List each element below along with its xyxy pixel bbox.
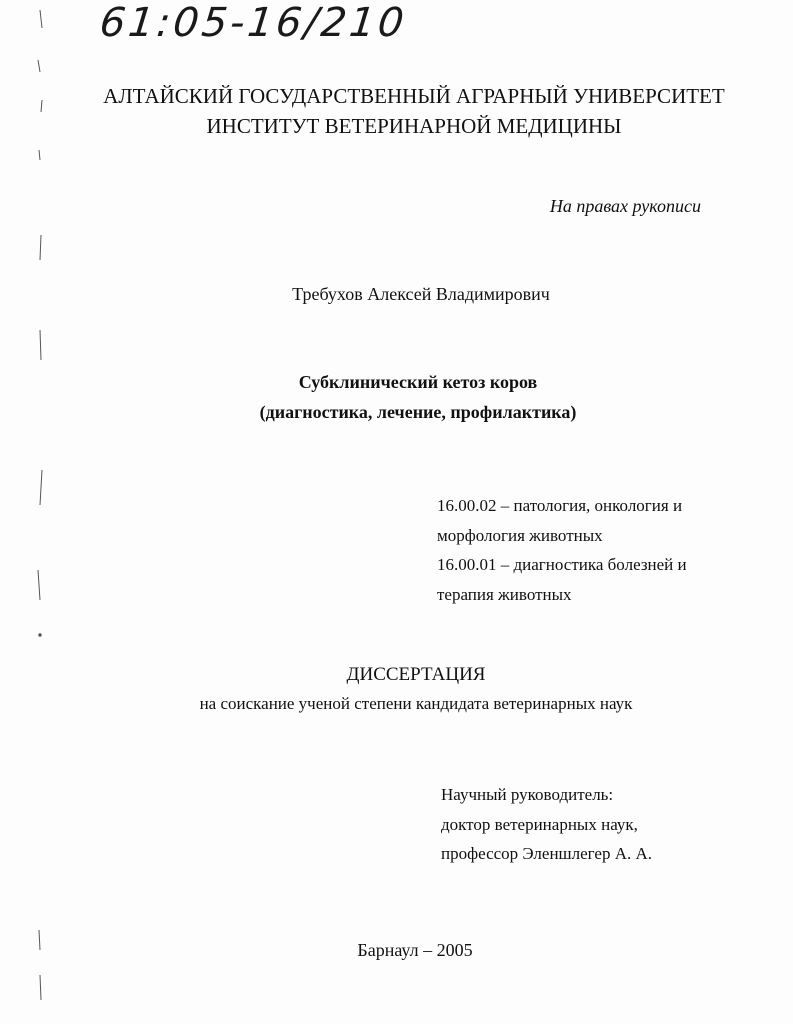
specialty-line: морфология животных: [437, 525, 603, 545]
dissertation-subtitle: (диагностика, лечение, профилактика): [259, 402, 577, 422]
supervisor-line: Научный руководитель:: [441, 785, 614, 804]
institute-name: ИНСТИТУТ ВЕТЕРИНАРНОЙ МЕДИЦИНЫ: [206, 114, 622, 138]
dissertation-title: Субклинический кетоз коров: [298, 372, 538, 392]
specialty-line: 16.00.01 – диагностика болезней и: [437, 555, 687, 574]
document-type-label: ДИССЕРТАЦИЯ: [346, 664, 486, 685]
city-year: Барнаул – 2005: [357, 940, 473, 960]
manuscript-note: На правах рукописи: [549, 196, 701, 216]
specialty-codes: [437, 491, 687, 609]
archive-number: 61:05-16/210: [97, 0, 409, 46]
supervisor-line: доктор ветеринарных наук,: [441, 814, 638, 834]
author-name: Требухов Алексей Владимирович: [292, 284, 550, 304]
specialty-line: 16.00.02 – патология, онкология и: [437, 496, 683, 515]
supervisor-line: профессор Эленшлегер А. А.: [441, 844, 653, 863]
specialty-line: терапия животных: [437, 584, 572, 604]
supervisor-block: [441, 780, 652, 869]
degree-statement: на соискание ученой степени кандидата ветеринарных наук: [199, 694, 633, 713]
university-name: АЛТАЙСКИЙ ГОСУДАРСТВЕННЫЙ АГРАРНЫЙ УНИВЕРСИТЕТ: [103, 84, 725, 108]
scan-margin-artifacts: [28, 0, 58, 1024]
